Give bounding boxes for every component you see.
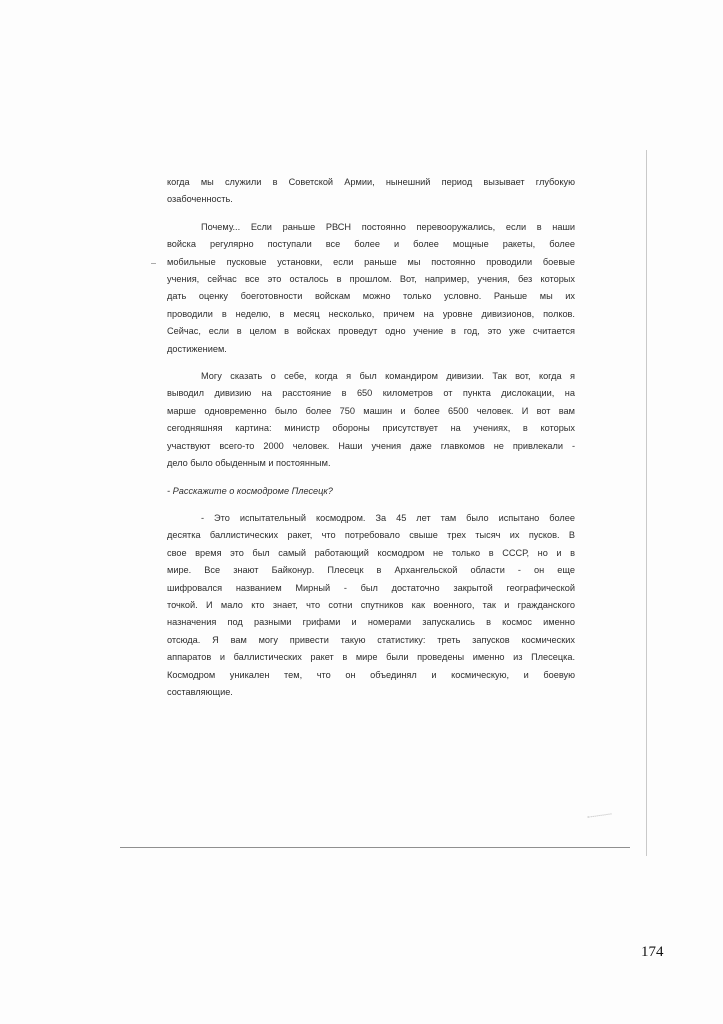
text-line: Почему... Если раньше РВСН постоянно перевооружались, если в наши: [201, 221, 575, 232]
text-line: мобильные пусковые установки, если раньше мы постоянно проводили боевые: [167, 256, 575, 267]
text-line: свое время это был самый работающий космодром не только в СССР, но и в: [167, 547, 575, 558]
page-number: 174: [641, 944, 664, 960]
text-line: отсюда. Я вам могу привести такую статистику: треть запусков космических: [167, 634, 575, 645]
body-paragraph: [167, 174, 575, 209]
text-line: - Расскажите о космодроме Плесецк?: [167, 485, 333, 496]
text-line: шифровался названием Мирный - был достаточно закрытой географической: [167, 582, 575, 593]
text-line: когда мы служили в Советской Армии, нынешний период вызывает глубокую: [167, 177, 575, 187]
text-line: озабоченность.: [167, 194, 233, 205]
text-line: дело было обыденным и постоянным.: [167, 458, 331, 469]
text-line: выводил дивизию на расстояние в 650 километров от пункта дислокации, на: [167, 388, 575, 399]
page-bottom-rule: [120, 847, 630, 848]
text-line: Могу сказать о себе, когда я был командиром дивизии. Так вот, когда я: [201, 371, 575, 382]
document-body: [167, 174, 575, 701]
text-line: аппаратов и баллистических ракет в мире были проведены именно из Плесецка.: [167, 652, 575, 663]
text-line: мире. Все знают Байконур. Плесецк в Архангельской области - он еще: [167, 565, 575, 576]
text-line: учения, сейчас все это осталось в прошлом. Вот, например, учения, без которых: [167, 274, 575, 285]
body-paragraph: [167, 510, 575, 701]
question-paragraph: [167, 483, 575, 500]
text-line: дать оценку боеготовности войскам можно только условно. Раньше мы их: [167, 291, 575, 302]
text-line: марше одновременно было более 750 машин и более 6500 человек. И вот вам: [167, 405, 575, 416]
text-line: проводили в неделю, в месяц несколько, причем на уровне дивизионов, полков.: [167, 308, 575, 319]
text-line: назначения под разными грифами и номерами запускались в космос именно: [167, 617, 575, 628]
scan-mark: [151, 263, 156, 264]
text-line: Космодром уникален тем, что он объединял и космическую, и боевую: [167, 669, 575, 680]
text-line: сегодняшняя картина: министр обороны присутствует на учениях, в которых: [167, 423, 575, 434]
text-line: Сейчас, если в целом в войсках проведут одно учение в год, это уже считается: [167, 326, 575, 337]
body-paragraph: [167, 368, 575, 472]
text-line: достижением.: [167, 343, 227, 354]
text-line: составляющие.: [167, 686, 233, 697]
body-paragraph: [167, 219, 575, 358]
text-line: точкой. И мало кто знает, что сотни спутников как военного, так и гражданского: [167, 599, 575, 610]
text-line: войска регулярно поступали все более и более мощные ракеты, более: [167, 239, 575, 250]
text-line: десятка баллистических ракет, что потребовало свыше трех тысяч их пусков. В: [167, 530, 575, 541]
text-line: участвуют всего-то 2000 человек. Наши учения даже главкомов не привлекали -: [167, 440, 575, 451]
text-line: - Это испытательный космодром. За 45 лет там было испытано более: [201, 512, 575, 523]
